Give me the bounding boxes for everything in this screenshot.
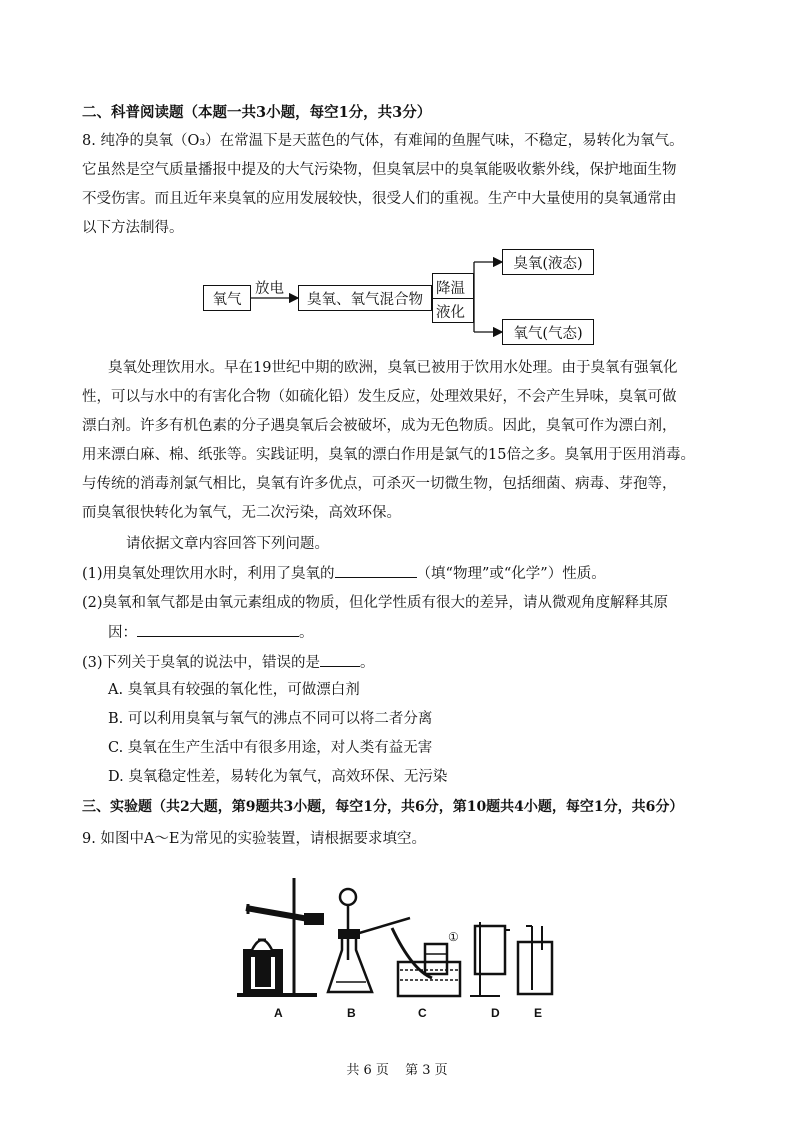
instruction: 请依据文章内容回答下列问题。: [126, 536, 329, 552]
para2-line-2: 性，可以与水中的有害化合物（如硫化铅）发生反应，处理效果好，不会产生异味，臭氧可做: [82, 389, 677, 405]
q8-line-4: 以下方法制得。: [82, 220, 184, 236]
apparatus-label-b: B: [347, 1006, 356, 1020]
footer-total-pages: 共 6 页: [346, 1063, 389, 1078]
q8-line-3: 不受伤害。而且近年来臭氧的应用发展较快，很受人们的重视。生产中大量使用的臭氧通常由: [82, 191, 677, 207]
sub1-hint: （填“物理”或“化学”）性质。: [416, 566, 606, 582]
option-c: C. 臭氧在生产生活中有很多用途，对人类有益无害: [108, 740, 433, 756]
sub2-prefix: 因：: [108, 625, 137, 641]
flow-box-mixture: 臭氧、氧气混合物: [298, 285, 432, 311]
option-a: A. 臭氧具有较强的氧化性，可做漂白剂: [108, 682, 360, 698]
circle-mark-1: ①: [448, 930, 459, 944]
apparatus-e: [518, 926, 552, 994]
sub2-suffix: 。: [299, 625, 314, 641]
option-d: D. 臭氧稳定性差，易转化为氧气，高效环保、无污染: [108, 769, 448, 785]
para2-line-5: 与传统的消毒剂氯气相比，臭氧有许多优点，可杀灭一切微生物，包括细菌、病毒、芽孢等，: [82, 476, 677, 492]
para2-line-6: 而臭氧很快转化为氧气，无二次污染，高效环保。: [82, 505, 401, 521]
page-footer: [0, 1059, 794, 1078]
apparatus-label-e: E: [534, 1006, 543, 1020]
apparatus-label-c: C: [418, 1006, 427, 1020]
para2-line-4: 用来漂白麻、棉、纸张等。实践证明，臭氧的漂白作用是氯气的15倍之多。臭氧用于医用消毒。: [82, 447, 695, 463]
apparatus-a: [237, 878, 323, 995]
q8-line-1: 8. 纯净的臭氧（O₃）在常温下是天蓝色的气体，有难闻的鱼腥气味，不稳定，易转化为氧气。: [82, 133, 684, 149]
flow-label-discharge: 放电: [255, 281, 284, 297]
sub1-prompt: (1)用臭氧处理饮用水时，利用了臭氧的: [82, 566, 335, 582]
apparatus-label-d: D: [491, 1006, 500, 1020]
flow-label-cool: 降温: [436, 281, 465, 297]
para2-line-3: 漂白剂。许多有机色素的分子遇臭氧后会被破坏，成为无色物质。因此，臭氧可作为漂白剂，: [82, 418, 677, 434]
sub-question-2-line-1: (2)臭氧和氧气都是由氧元素组成的物质，但化学性质有很大的差异，请从微观角度解释其原: [82, 595, 669, 611]
flow-box-oxygen: 氧气: [203, 285, 251, 311]
q8-line-2: 它虽然是空气质量播报中提及的大气污染物，但臭氧层中的臭氧能吸收紫外线，保护地面生物: [82, 162, 677, 178]
apparatus-d: [470, 922, 510, 996]
q9-prompt: 9. 如图中A～E为常见的实验装置，请根据要求填空。: [82, 831, 426, 847]
footer-page-number: 第 3 页: [405, 1063, 448, 1078]
flow-label-liquefy: 液化: [436, 305, 465, 321]
flow-box-liquid-ozone: 臭氧(液态): [502, 249, 594, 275]
flow-box-gas-oxygen: 氧气(气态): [502, 319, 594, 345]
sub3-prompt: (3)下列关于臭氧的说法中，错误的是: [82, 655, 321, 671]
para2-line-1: 臭氧处理饮用水。早在19世纪中期的欧洲，臭氧已被用于饮用水处理。由于臭氧有强氧化: [108, 360, 678, 376]
sub3-suffix: 。: [360, 655, 375, 671]
option-b: B. 可以利用臭氧与氧气的沸点不同可以将二者分离: [108, 711, 433, 727]
apparatus-label-a: A: [274, 1006, 283, 1020]
section3-heading: 三、实验题（共2大题，第9题共3小题，每空1分，共6分，第10题共4小题，每空1分，共6分）: [82, 799, 684, 815]
section2-heading: 二、科普阅读题（本题一共3小题，每空1分，共3分）: [82, 104, 432, 121]
